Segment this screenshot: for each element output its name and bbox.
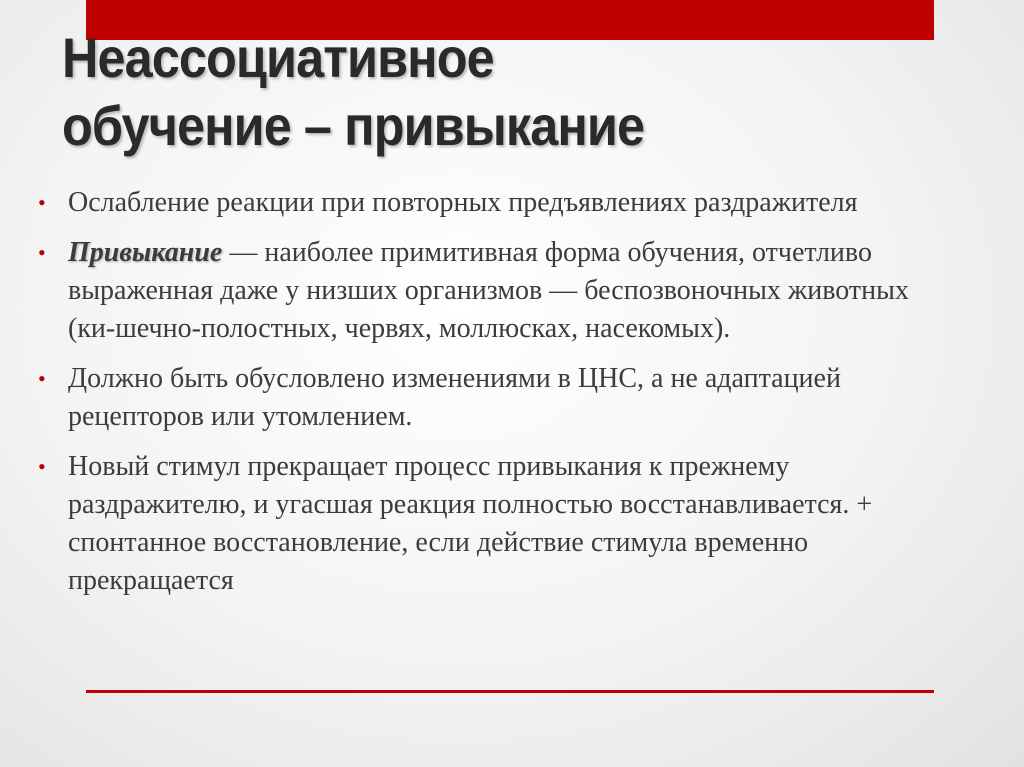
bullet-term: Привыкание — [68, 237, 223, 268]
bullet-list — [38, 184, 918, 612]
bullet-dot: • — [38, 454, 46, 479]
bullet-dot: • — [38, 240, 46, 265]
bullet-text: Новый стимул прекращает процесс привыкания к прежнему раздражителю, и угасшая реакция полностью восстанавливается. + спонтанное восстановление, если действие стимула временно прекращается — [68, 451, 873, 596]
bullet-item-2 — [38, 234, 918, 348]
bullet-item-3 — [38, 360, 918, 436]
title-line-2: обучение – привыкание — [62, 94, 645, 157]
bullet-item-4 — [38, 448, 918, 600]
bullet-dot: • — [38, 366, 46, 391]
bullet-text: — наиболее примитивная форма обучения, отчетливо выраженная даже у низших организмов — беспозвоночных животных (ки-шечно-полостных, червях, моллюсках, насекомых). — [68, 237, 909, 344]
bottom-accent-line — [86, 690, 934, 693]
bullet-text: Должно быть обусловлено изменениями в ЦНС, а не адаптацией рецепторов или утомлением. — [68, 363, 841, 432]
title-line-1: Неассоциативное — [62, 26, 494, 89]
bullet-dot: • — [38, 190, 46, 215]
slide-title — [62, 24, 872, 160]
bullet-item-1 — [38, 184, 918, 222]
bullet-text: Ослабление реакции при повторных предъявлениях раздражителя — [68, 187, 858, 218]
